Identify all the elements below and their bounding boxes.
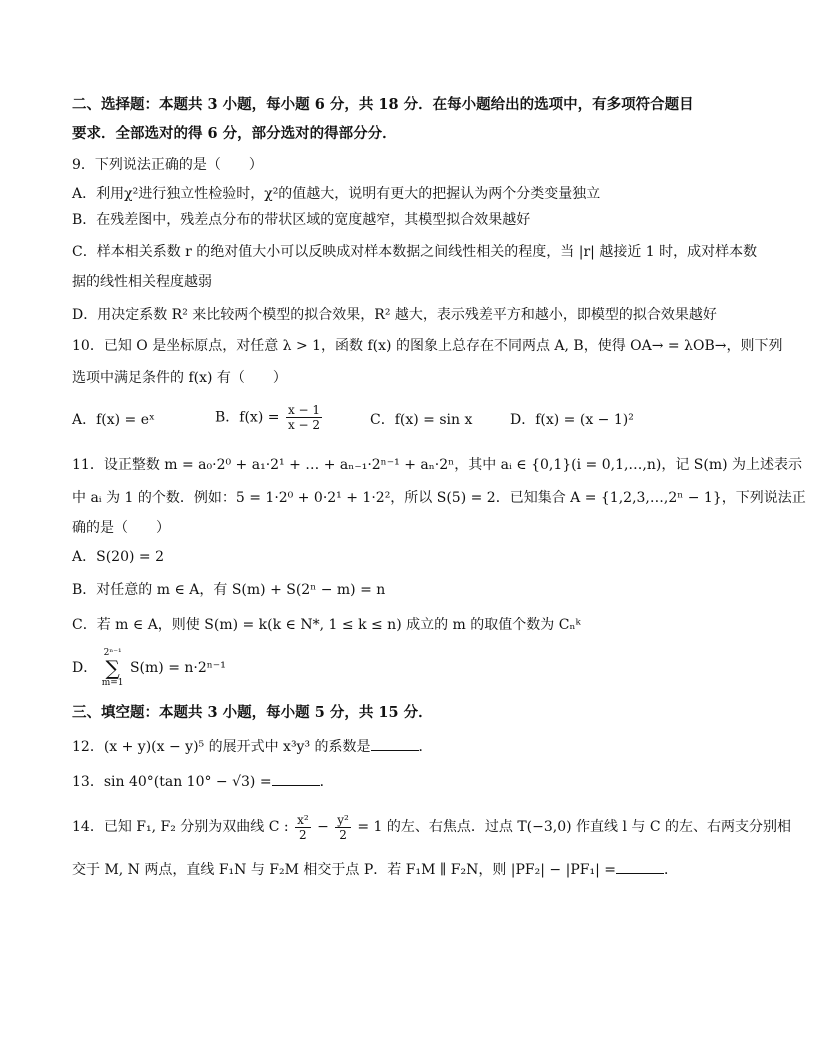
q14-fraction-x [295,813,311,842]
q9-option-c-cont: 据的线性相关程度越弱 [72,274,212,290]
q14-pre: 14．已知 F₁, F₂ 分别为双曲线 C : [72,819,289,835]
q11-sum-sigma: ∑ [105,656,120,680]
q14-frac2-numerator: y² [337,812,349,827]
q11-option-d-summation [102,648,124,688]
q11-sum-lower: m=1 [101,678,124,688]
q11-stem: 11．设正整数 m = a₀·2⁰ + a₁·2¹ + … + aₙ₋₁·2ⁿ⁻¹ + aₙ·2ⁿ，其中 aᵢ ∈ {0,1}(i = 0,1,…,n)，记 S(m) 为上述表示 [72,457,803,473]
q14-line-1 [72,810,792,844]
q13-line [72,772,752,792]
q11-stem-cont: 中 aᵢ 为 1 的个数．例如：5 = 1·2⁰ + 0·2¹ + 1·2²，所以 S(5) = 2．已知集合 A = {1,2,3,…,2ⁿ − 1}，下列说法正 [72,490,806,506]
q11-sum-upper: 2ⁿ⁻¹ [103,648,122,658]
q14-frac2-denominator: 2 [339,827,347,842]
q12-line [72,737,752,757]
q12-end: ． [418,739,433,755]
q11-option-d [72,648,226,688]
q9-option-c: C．样本相关系数 r 的绝对值大小可以反映成对样本数据之间线性相关的程度，当 |r| 越接近 1 时，成对样本数 [72,244,758,260]
q14-end: ． [663,862,678,878]
q10-option-c: C．f(x) = sin x [370,412,473,428]
q10-option-b-denominator: x − 2 [287,418,321,432]
q14-frac1-denominator: 2 [299,827,307,842]
q14-post: = 1 的左、右焦点．过点 T(−3,0) 作直线 l 与 C 的左、右两支分别相 [357,819,792,835]
section-2-heading: 二、选择题：本题共 3 小题，每小题 6 分，共 18 分．在每小题给出的选项中，有多项符合题目 [72,96,694,113]
q12-answer-blank[interactable] [371,738,419,751]
q11-stem-cont-2: 确的是（ ） [72,520,170,536]
q11-option-b: B．对任意的 m ∈ A，有 S(m) + S(2ⁿ − m) = n [72,582,386,598]
q14-frac1-numerator: x² [297,812,309,827]
q12-text: 12．(x + y)(x − y)⁵ 的展开式中 x³y³ 的系数是 [72,739,371,755]
q9-stem: 9．下列说法正确的是（ ） [72,157,263,173]
q9-option-a: A．利用χ²进行独立性检验时，χ²的值越大，说明有更大的把握认为两个分类变量独立 [72,186,601,202]
q10-stem-cont: 选项中满足条件的 f(x) 有（ ） [72,370,287,386]
q13-answer-blank[interactable] [272,773,320,786]
q14-answer-blank[interactable] [616,861,664,874]
q9-option-d: D．用决定系数 R² 来比较两个模型的拟合效果，R² 越大，表示残差平方和越小，即模型的拟合效果越好 [72,307,717,323]
q10-option-b-prefix: B．f(x) = [215,409,280,426]
q14-minus: − [317,819,329,835]
section-3-heading: 三、填空题：本题共 3 小题，每小题 5 分，共 15 分． [72,704,433,721]
q14-fraction-y [335,813,351,842]
q9-option-b: B．在残差图中，残差点分布的带状区域的宽度越窄，其模型拟合效果越好 [72,212,531,228]
q13-end: ． [319,774,334,790]
q11-option-d-prefix: D． [72,660,98,676]
q10-option-b [215,403,324,432]
q11-option-c: C．若 m ∈ A，则使 S(m) = k(k ∈ N*, 1 ≤ k ≤ n) 成立的 m 的取值个数为 Cₙᵏ [72,617,581,633]
section-2-heading-cont: 要求．全部选对的得 6 分，部分选对的得部分分． [72,125,397,142]
q10-stem: 10．已知 O 是坐标原点，对任意 λ > 1，函数 f(x) 的图象上总存在不同两点 A, B，使得 OA→ = λOB→，则下列 [72,338,783,354]
q10-option-b-fraction [286,403,322,432]
q10-option-d: D．f(x) = (x − 1)² [510,412,634,428]
q13-text: 13．sin 40°(tan 10° − √3) = [72,774,272,790]
q14-line-2 [72,860,752,880]
q14-line2-text: 交于 M, N 两点，直线 F₁N 与 F₂M 相交于点 P．若 F₁M ∥ F₂N，则 |PF₂| − |PF₁| = [72,862,616,878]
q11-option-d-body: S(m) = n·2ⁿ⁻¹ [129,660,226,676]
q10-option-b-numerator: x − 1 [287,403,321,417]
q11-option-a: A．S(20) = 2 [72,549,164,565]
q10-option-a: A．f(x) = eˣ [72,412,155,428]
